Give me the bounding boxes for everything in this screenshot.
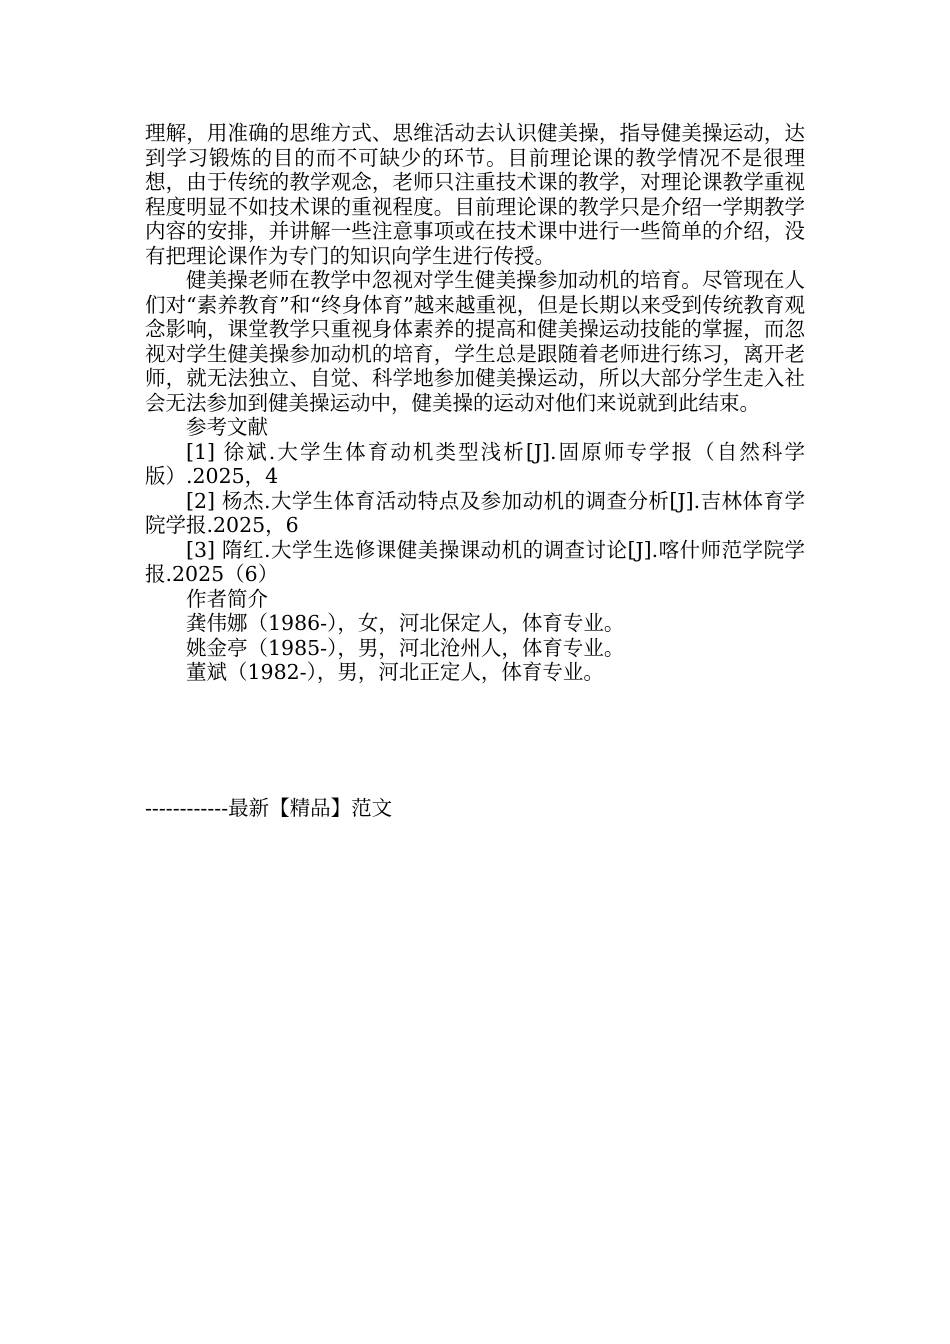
body-paragraph-1: 理解，用准确的思维方式、思维活动去认识健美操，指导健美操运动，达到学习锻炼的目的而不可缺少的环节。目前理论课的教学情况不是很理想，由于传统的教学观念，老师只注重技术课的教学，对理论课教学重视程度明显不如技术课的重视程度。目前理论课的教学只是介绍一学期教学内容的安排，并讲解一些注意事项或在技术课中进行一些简单的介绍，没有把理论课作为专门的知识向学生进行传授。: [145, 121, 805, 268]
reference-item-3: [3] 隋红.大学生选修课健美操课动机的调查讨论[J].喀什师范学院学报.2025（6）: [145, 537, 805, 586]
reference-item-2: [2] 杨杰.大学生体育活动特点及参加动机的调查分析[J].吉林体育学院学报.2025，6: [145, 488, 805, 537]
body-paragraph-2: 健美操老师在教学中忽视对学生健美操参加动机的培育。尽管现在人们对“素养教育”和“终身体育”越来越重视，但是长期以来受到传统教育观念影响，课堂教学只重视身体素养的提高和健美操运动技能的掌握，而忽视对学生健美操参加动机的培育，学生总是跟随着老师进行练习，离开老师，就无法独立、自觉、科学地参加健美操运动，所以大部分学生走入社会无法参加到健美操运动中，健美操的运动对他们来说就到此结束。: [145, 268, 805, 415]
author-item-2: 姚金亭（1985-），男，河北沧州人，体育专业。: [186, 635, 625, 660]
author-section: [145, 587, 805, 685]
reference-item-1: [1] 徐斌.大学生体育动机类型浅析[J].固原师专学报（自然科学版）.2025，4: [145, 439, 805, 488]
author-heading: 作者简介: [186, 586, 268, 611]
references-section: [145, 415, 805, 587]
author-item-1: 龚伟娜（1986-），女，河北保定人，体育专业。: [186, 611, 625, 635]
document-page: [145, 121, 805, 685]
author-item-3: 董斌（1982-），男，河北正定人，体育专业。: [186, 660, 604, 684]
references-heading: 参考文献: [186, 415, 268, 439]
footer-text: ------------最新【精品】范文: [145, 796, 393, 820]
